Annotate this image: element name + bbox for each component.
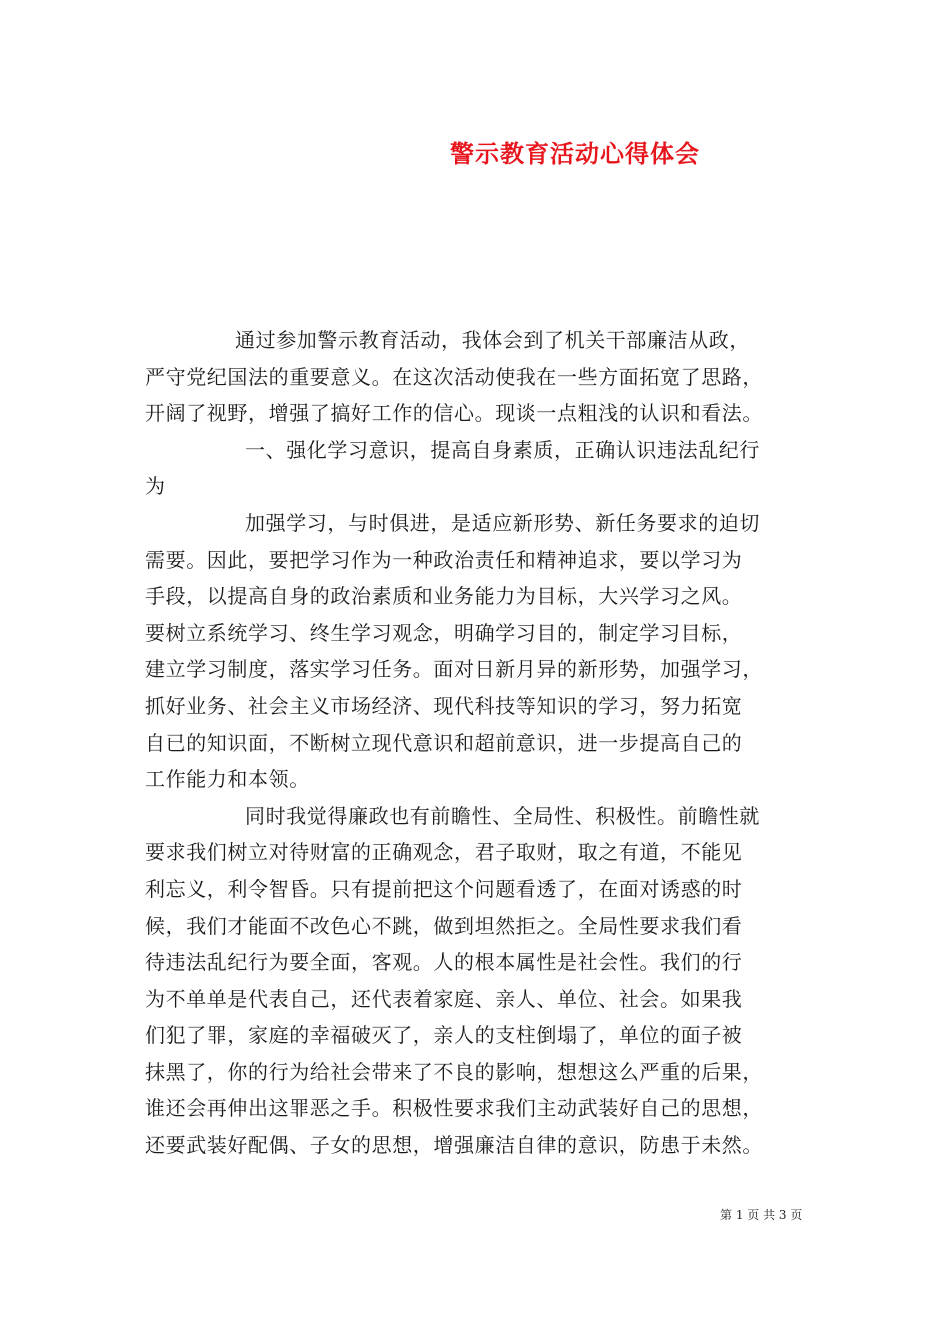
body-line: 工作能力和本领。 (145, 767, 310, 792)
body-line: 建立学习制度，落实学习任务。面对日新月异的新形势，加强学习， (145, 657, 763, 682)
body-line: 开阔了视野，增强了搞好工作的信心。现谈一点粗浅的认识和看法。 (145, 401, 763, 426)
body-line: 待违法乱纪行为要全面，客观。人的根本属性是社会性。我们的行 (145, 950, 743, 975)
body-line: 通过参加警示教育活动，我体会到了机关干部廉洁从政， (235, 328, 750, 352)
section-heading-line: 一、强化学习意识，提高自身素质，正确认识违法乱纪行 (245, 437, 760, 462)
body-line: 需要。因此，要把学习作为一种政治责任和精神追求，要以学习为 (145, 547, 743, 572)
body-line: 要求我们树立对待财富的正确观念，君子取财，取之有道，不能见 (145, 840, 743, 865)
document-body (145, 322, 825, 1164)
body-line: 还要武装好配偶、子女的思想，增强廉洁自律的意识，防患于未然。 (145, 1133, 763, 1158)
body-line: 们犯了罪，家庭的幸福破灭了，亲人的支柱倒塌了，单位的面子被 (145, 1023, 743, 1048)
body-line: 抓好业务、社会主义市场经济、现代科技等知识的学习，努力拓宽 (145, 693, 743, 718)
body-line: 为不单单是代表自己，还代表着家庭、亲人、单位、社会。如果我 (145, 986, 743, 1011)
document-title: 警示教育活动心得体会 (450, 139, 700, 168)
section-heading-line: 为 (145, 474, 166, 499)
body-line: 加强学习，与时俱进，是适应新形势、新任务要求的迫切 (245, 510, 760, 535)
body-line: 手段，以提高自身的政治素质和业务能力为目标，大兴学习之风。 (145, 584, 743, 609)
body-line: 同时我觉得廉政也有前瞻性、全局性、积极性。前瞻性就 (245, 803, 760, 828)
body-line: 自已的知识面，不断树立现代意识和超前意识，进一步提高自己的 (145, 730, 743, 755)
body-line: 利忘义，利令智昏。只有提前把这个问题看透了，在面对诱惑的时 (145, 876, 743, 901)
page-number-footer: 第 1 页 共 3 页 (720, 1208, 803, 1222)
body-line: 候，我们才能面不改色心不跳，做到坦然拒之。全局性要求我们看 (145, 913, 743, 938)
body-line: 要树立系统学习、终生学习观念，明确学习目的，制定学习目标， (145, 620, 743, 645)
body-line: 严守党纪国法的重要意义。在这次活动使我在一些方面拓宽了思路， (145, 364, 763, 389)
body-line: 谁还会再伸出这罪恶之手。积极性要求我们主动武装好自己的思想， (145, 1096, 763, 1121)
body-line: 抹黑了，你的行为给社会带来了不良的影响，想想这么严重的后果， (145, 1059, 763, 1084)
